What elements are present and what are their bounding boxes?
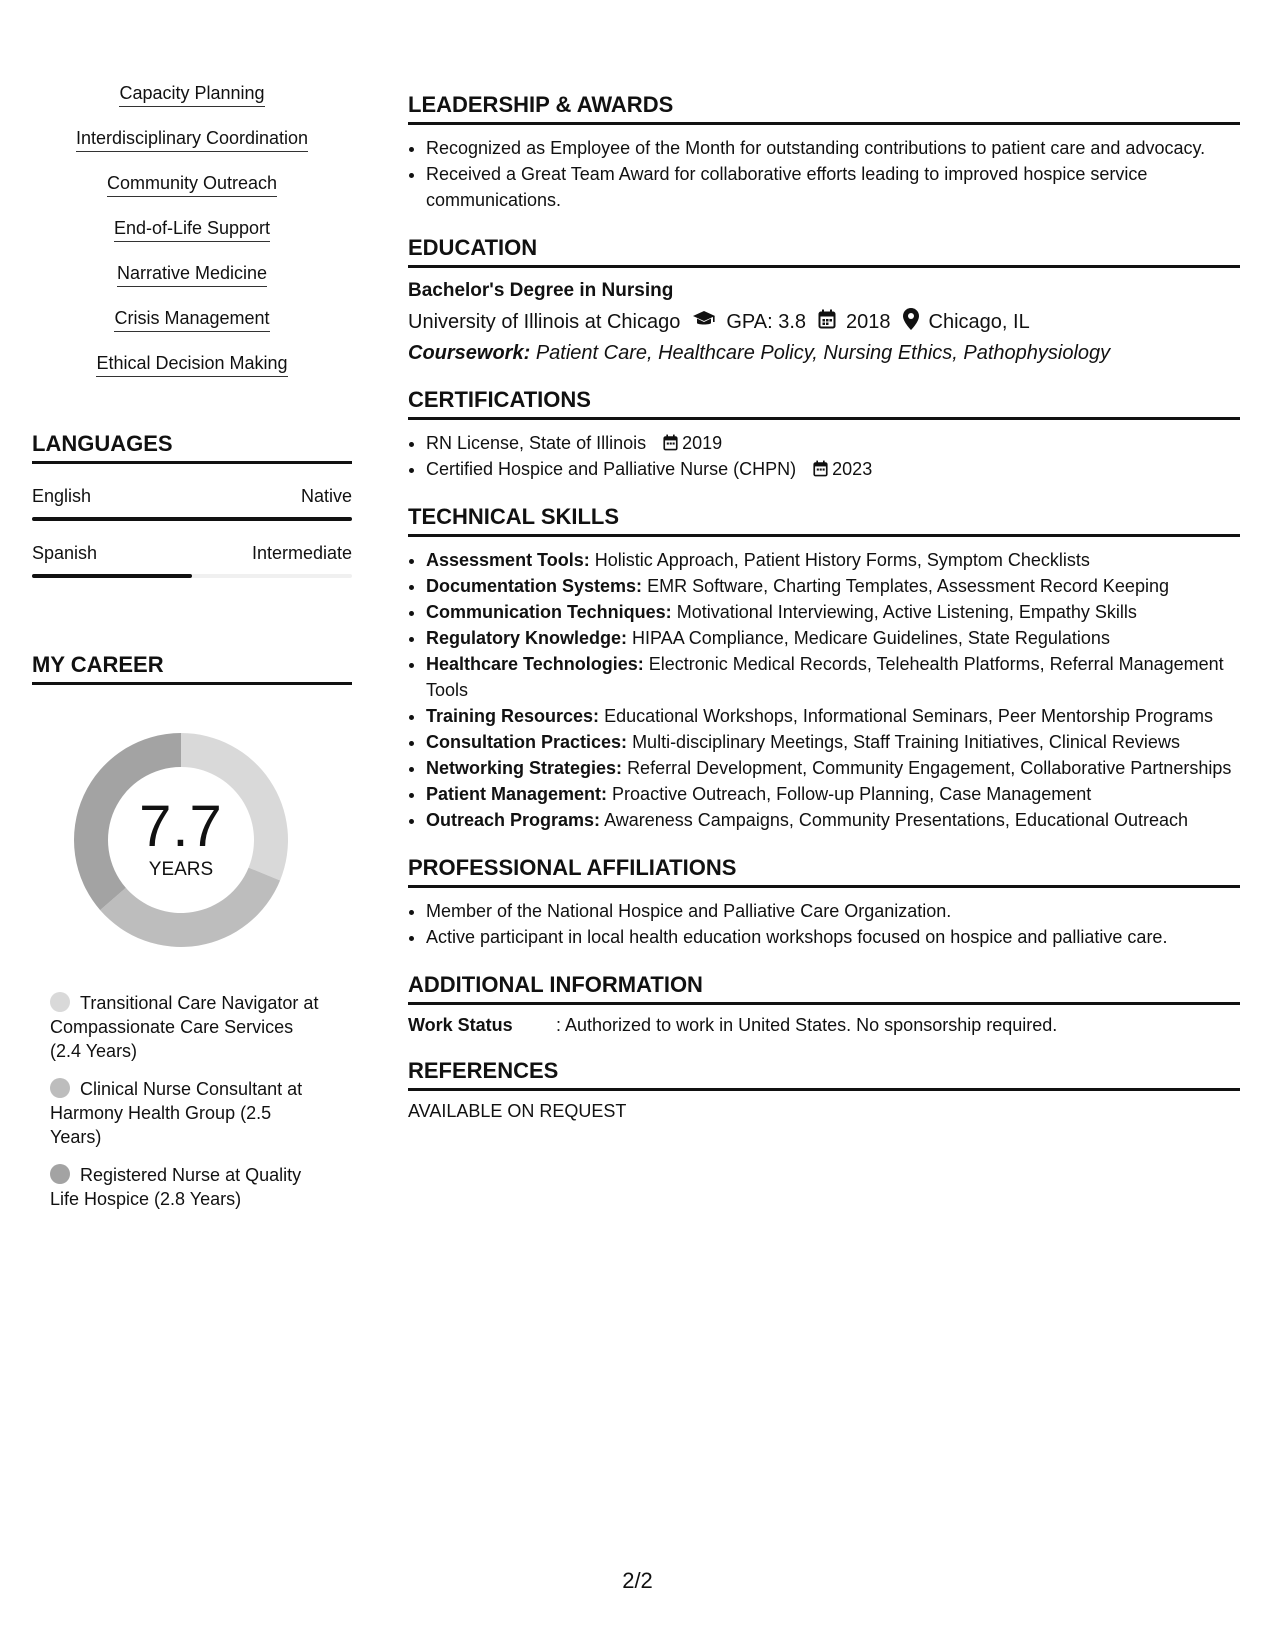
gpa: GPA: 3.8: [726, 310, 807, 333]
skill-category: Training Resources:: [426, 706, 600, 726]
work-status-value: : Authorized to work in United States. No sponsorship required.: [556, 1015, 1058, 1035]
skill-list: HIPAA Compliance, Medicare Guidelines, State Regulations: [632, 628, 1110, 648]
skill-tag: Capacity Planning: [119, 82, 264, 107]
legend-dot: [50, 1164, 70, 1184]
skill-category: Communication Techniques:: [426, 602, 672, 622]
work-status-label: Work Status: [408, 1015, 513, 1035]
additional-info-section: [408, 972, 1240, 1036]
list-item: • Recognized as Employee of the Month for outstanding contributions to patient care and advocacy.: [426, 135, 1240, 161]
career-title: MY CAREER: [32, 652, 352, 685]
legend-item: [50, 991, 320, 1063]
language-bar: [32, 574, 352, 578]
career-total-value: 7.7: [139, 794, 223, 859]
career-total: [66, 725, 296, 955]
legend-dot: [50, 1078, 70, 1098]
language-level: Intermediate: [251, 543, 352, 563]
graduation-year: 2018: [846, 310, 891, 333]
left-column: [32, 82, 352, 1225]
skill-category: Patient Management:: [426, 784, 608, 804]
language-name: Spanish: [32, 543, 98, 563]
language-bar-fill: [32, 517, 352, 521]
skill-category: Outreach Programs:: [426, 810, 601, 830]
calendar-icon: [818, 309, 836, 335]
certifications-title: CERTIFICATIONS: [408, 387, 1240, 420]
technical-skill-item: [426, 625, 1240, 651]
skill-tag: End-of-Life Support: [114, 217, 270, 242]
language-name: English: [32, 486, 92, 506]
certification-item: [426, 456, 1240, 482]
language-item: [32, 486, 352, 521]
skill-category: Consultation Practices:: [426, 732, 628, 752]
additional-info-title: ADDITIONAL INFORMATION: [408, 972, 1240, 1005]
list-item: • Active participant in local health education workshops focused on hospice and palliative care.: [426, 924, 1240, 950]
language-item: [32, 543, 352, 578]
skill-list: EMR Software, Charting Templates, Assessment Record Keeping: [647, 576, 1169, 596]
skill-category: Regulatory Knowledge:: [426, 628, 628, 648]
certification-year: 2023: [832, 459, 873, 479]
school-name: University of Illinois at Chicago: [408, 310, 681, 333]
education-section: [408, 235, 1240, 365]
language-bar: [32, 517, 352, 521]
career-legend: [50, 991, 320, 1211]
skill-list: Referral Development, Community Engagement, Collaborative Partnerships: [627, 758, 1232, 778]
skill-list: Holistic Approach, Patient History Forms, Symptom Checklists: [594, 550, 1090, 570]
skill-tag: Community Outreach: [107, 172, 277, 197]
legend-label: Clinical Nurse Consultant at Harmony Health Group (2.5 Years): [50, 1079, 303, 1147]
affiliations-title: PROFESSIONAL AFFILIATIONS: [408, 855, 1240, 888]
skill-tag: Ethical Decision Making: [96, 352, 287, 377]
legend-dot: [50, 992, 70, 1012]
school-location: Chicago, IL: [928, 310, 1030, 333]
leadership-section: [408, 92, 1240, 213]
references-title: REFERENCES: [408, 1058, 1240, 1091]
coursework: [408, 342, 1240, 365]
technical-skill-item: [426, 781, 1240, 807]
skill-list: Motivational Interviewing, Active Listening, Empathy Skills: [676, 602, 1137, 622]
legend-item: [50, 1163, 320, 1211]
list-item: • Received a Great Team Award for collaborative efforts leading to improved hospice service communications.: [426, 161, 1240, 213]
technical-skill-item: [426, 599, 1240, 625]
skill-category: Documentation Systems:: [426, 576, 643, 596]
technical-skills-title: TECHNICAL SKILLS: [408, 504, 1240, 537]
skill-tag: Narrative Medicine: [117, 262, 267, 287]
technical-skill-item: [426, 755, 1240, 781]
career-total-unit: YEARS: [148, 859, 214, 880]
references-section: [408, 1058, 1240, 1122]
skill-list: Proactive Outreach, Follow-up Planning, Case Management: [612, 784, 1092, 804]
legend-label: Registered Nurse at Quality Life Hospice (2.8 Years): [50, 1165, 302, 1209]
skill-list: Educational Workshops, Informational Seminars, Peer Mentorship Programs: [604, 706, 1214, 726]
leadership-title: LEADERSHIP & AWARDS: [408, 92, 1240, 125]
legend-label: Transitional Care Navigator at Compassionate Care Services (2.4 Years): [50, 993, 319, 1061]
technical-skill-item: [426, 547, 1240, 573]
career-donut-chart: [66, 725, 296, 955]
certification-item: [426, 430, 1240, 456]
skill-list: Electronic Medical Records, Telehealth Platforms, Referral Management Tools: [426, 654, 1224, 700]
technical-skill-item: [426, 807, 1240, 833]
skill-tag: Interdisciplinary Coordination: [76, 127, 308, 152]
affiliations-section: [408, 855, 1240, 950]
technical-skill-item: [426, 651, 1240, 703]
legend-item: [50, 1077, 320, 1149]
location-pin-icon: [903, 308, 919, 336]
page-number: 2/2: [622, 1568, 653, 1593]
technical-skill-item: [426, 703, 1240, 729]
skill-category: Networking Strategies:: [426, 758, 623, 778]
skill-tags: [32, 82, 352, 397]
skill-list: Multi-disciplinary Meetings, Staff Training Initiatives, Clinical Reviews: [632, 732, 1180, 752]
degree-title: Bachelor's Degree in Nursing: [408, 280, 674, 301]
coursework-list: Patient Care, Healthcare Policy, Nursing Ethics, Pathophysiology: [535, 342, 1111, 364]
right-column: [408, 92, 1240, 1144]
list-item: • Member of the National Hospice and Palliative Care Organization.: [426, 898, 1240, 924]
education-meta: [408, 308, 1240, 336]
languages-section: [32, 431, 352, 578]
technical-skill-item: [426, 573, 1240, 599]
skill-list: Awareness Campaigns, Community Presentations, Educational Outreach: [604, 810, 1189, 830]
language-level: Native: [300, 486, 352, 506]
certification-year: 2019: [682, 433, 723, 453]
references-text: AVAILABLE ON REQUEST: [408, 1101, 627, 1121]
graduation-cap-icon: [692, 310, 716, 334]
language-bar-fill: [32, 574, 192, 578]
calendar-icon: [663, 434, 678, 451]
skill-tag: Crisis Management: [114, 307, 269, 332]
certification-name: RN License, State of Illinois: [426, 433, 647, 453]
calendar-icon: [813, 460, 828, 477]
languages-title: LANGUAGES: [32, 431, 352, 464]
certification-name: Certified Hospice and Palliative Nurse (CHPN): [426, 459, 797, 479]
coursework-label: Coursework:: [408, 342, 531, 364]
technical-skills-section: [408, 504, 1240, 833]
education-title: EDUCATION: [408, 235, 1240, 268]
skill-category: Assessment Tools:: [426, 550, 590, 570]
skill-category: Healthcare Technologies:: [426, 654, 644, 674]
technical-skill-item: [426, 729, 1240, 755]
certifications-section: [408, 387, 1240, 482]
career-section: [32, 652, 352, 1211]
